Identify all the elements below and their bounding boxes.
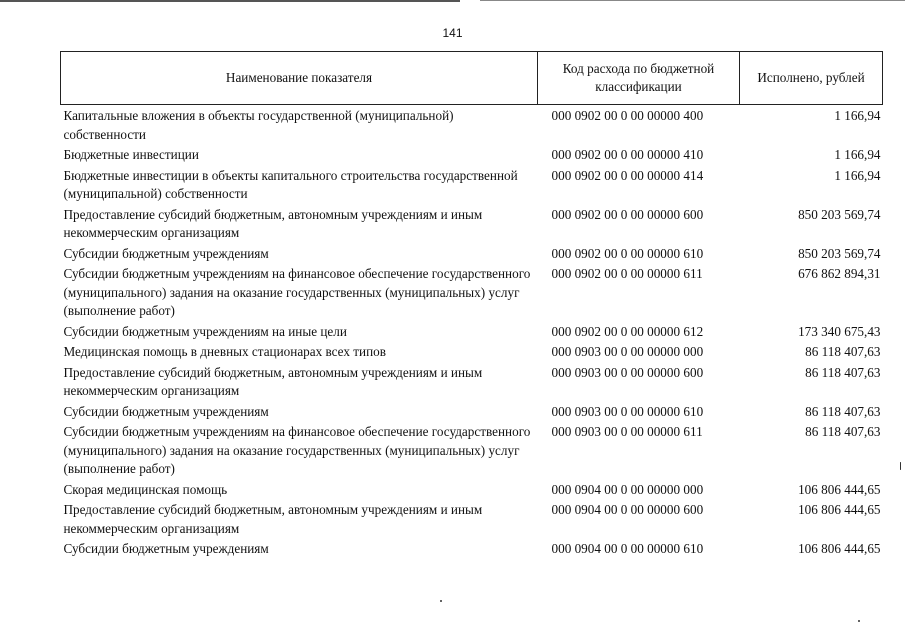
table-row xyxy=(61,264,883,322)
row-amount: 850 203 569,74 xyxy=(798,245,881,261)
row-name: Субсидии бюджетным учреждениям на финансовое обеспечение государственного (муниципального) задания на оказание государственных (муниципальных) услуг (выполнение работ) xyxy=(63,424,531,476)
table-row xyxy=(61,105,883,146)
row-amount: 86 118 407,63 xyxy=(805,403,881,419)
row-amount: 86 118 407,63 xyxy=(805,364,881,380)
row-amount: 676 862 894,31 xyxy=(798,266,881,281)
scan-speck xyxy=(858,620,860,622)
row-code: 000 0902 00 0 00 00000 410 xyxy=(551,147,704,162)
row-code: 000 0902 00 0 00 00000 414 xyxy=(551,167,704,183)
row-name: Субсидии бюджетным учреждениям xyxy=(63,245,269,261)
table-row xyxy=(61,402,883,423)
header-amount: Исполнено, рублей xyxy=(740,52,883,105)
row-name: Медицинская помощь в дневных стационарах всех типов xyxy=(63,344,386,359)
row-code: 000 0903 00 0 00 00000 610 xyxy=(551,403,704,419)
header-name: Наименование показателя xyxy=(61,52,538,105)
row-amount: 1 166,94 xyxy=(834,167,881,183)
table-row xyxy=(61,322,883,343)
table-row xyxy=(61,205,883,244)
row-amount: 106 806 444,65 xyxy=(798,541,881,556)
row-name: Скорая медицинская помощь xyxy=(63,481,228,497)
row-amount: 173 340 675,43 xyxy=(798,323,881,339)
table-row xyxy=(61,500,883,539)
scan-speck xyxy=(440,600,442,602)
row-code: 000 0902 00 0 00 00000 600 xyxy=(551,206,704,222)
table-header xyxy=(61,52,883,105)
header-row xyxy=(61,52,883,105)
row-name: Капитальные вложения в объекты государственной (муниципальной) собственности xyxy=(63,108,454,142)
row-name: Бюджетные инвестиции xyxy=(63,147,199,162)
top-edge-rule xyxy=(0,0,460,2)
row-code: 000 0902 00 0 00 00000 610 xyxy=(551,245,704,261)
row-code: 000 0904 00 0 00 00000 600 xyxy=(551,502,704,517)
row-amount: 86 118 407,63 xyxy=(805,344,881,359)
table-row xyxy=(61,244,883,265)
table-row xyxy=(61,480,883,501)
table-row xyxy=(61,363,883,402)
table-body xyxy=(61,105,883,560)
budget-execution-table xyxy=(60,51,883,560)
table-row xyxy=(61,422,883,480)
table-row xyxy=(61,145,883,166)
table-row xyxy=(61,342,883,363)
row-amount: 86 118 407,63 xyxy=(805,424,881,439)
scan-speck xyxy=(900,462,901,470)
row-name: Субсидии бюджетным учреждениям xyxy=(63,403,269,419)
row-name: Предоставление субсидий бюджетным, автономным учреждениям и иным некоммерческим организациям xyxy=(63,206,483,240)
row-name: Субсидии бюджетным учреждениям xyxy=(63,541,269,556)
row-name: Предоставление субсидий бюджетным, автономным учреждениям и иным некоммерческим организациям xyxy=(63,364,483,398)
row-name: Субсидии бюджетным учреждениям на иные цели xyxy=(63,323,347,339)
row-code: 000 0902 00 0 00 00000 612 xyxy=(551,323,704,339)
page-number: 141 xyxy=(442,26,463,40)
row-name: Субсидии бюджетным учреждениям на финансовое обеспечение государственного (муниципального) задания на оказание государственных (муниципальных) услуг (выполнение работ) xyxy=(63,266,531,318)
table-row xyxy=(61,166,883,205)
row-code: 000 0903 00 0 00 00000 600 xyxy=(551,364,704,380)
row-amount: 1 166,94 xyxy=(834,108,881,123)
row-name: Бюджетные инвестиции в объекты капитального строительства государственной (муниципальной) собственности xyxy=(63,167,518,201)
row-amount: 850 203 569,74 xyxy=(798,206,881,222)
row-code: 000 0904 00 0 00 00000 000 xyxy=(551,481,704,497)
row-amount: 106 806 444,65 xyxy=(798,481,881,497)
row-code: 000 0902 00 0 00 00000 400 xyxy=(551,108,704,123)
row-code: 000 0904 00 0 00 00000 610 xyxy=(551,541,704,556)
row-code: 000 0903 00 0 00 00000 611 xyxy=(551,424,703,439)
row-amount: 106 806 444,65 xyxy=(798,502,881,517)
row-code: 000 0902 00 0 00 00000 611 xyxy=(551,266,703,281)
table-row xyxy=(61,539,883,560)
row-name: Предоставление субсидий бюджетным, автономным учреждениям и иным некоммерческим организациям xyxy=(63,502,483,536)
top-edge-rule-right xyxy=(480,0,905,1)
row-amount: 1 166,94 xyxy=(834,147,881,162)
header-code: Код расхода по бюджетной классификации xyxy=(538,52,740,105)
row-code: 000 0903 00 0 00 00000 000 xyxy=(551,344,704,359)
